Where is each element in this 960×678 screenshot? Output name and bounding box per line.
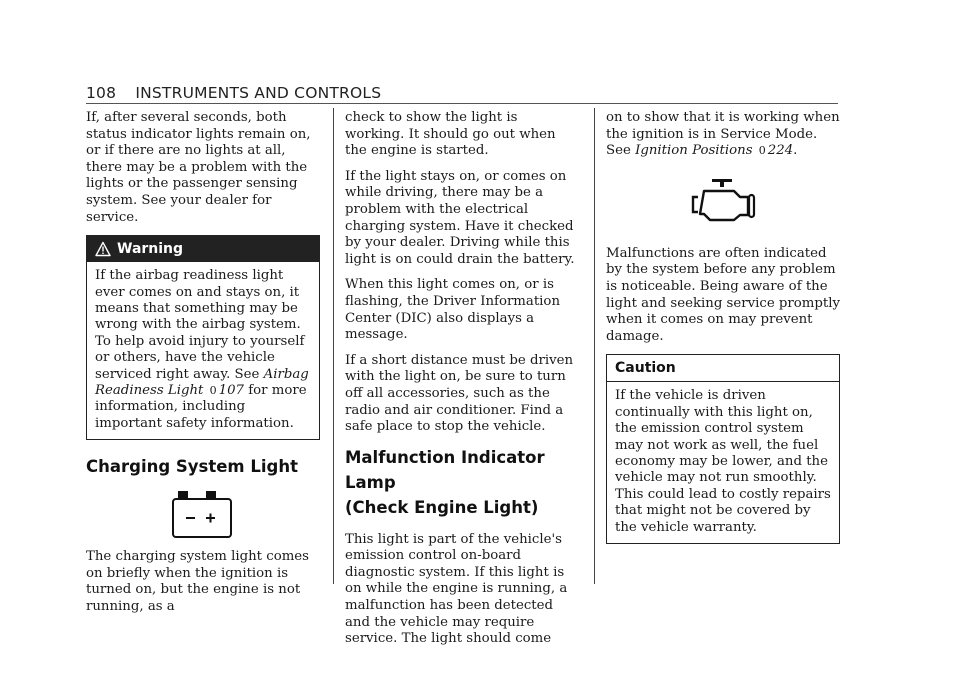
column-divider-1 <box>333 108 334 584</box>
col2-paragraph-5: This light is part of the vehicle's emission control on-board diagnostic system. If this light is on while the engine is running, a malfunction has been detected and the vehicle may require service. The light should come <box>345 531 568 647</box>
page-header <box>86 84 381 102</box>
warning-body-start: If the airbag readiness light ever comes on and stays on, it means that something may be wrong with the airbag system. To help avoid injury to yourself or others, have the vehicle serviced right away. See <box>95 268 305 382</box>
section-title-header: INSTRUMENTS AND CONTROLS <box>135 84 382 102</box>
xref-arrow: 0 <box>209 384 217 397</box>
column-3 <box>606 110 840 558</box>
charging-paragraph: The charging system light comes on briefly when the ignition is turned on, but the engine is not running, as a <box>86 549 310 614</box>
intro-paragraph: If, after several seconds, both status indicator lights remain on, or if there are no lights at all, there may be a problem with the lights or the passenger sensing system. See your dealer for service. <box>86 110 311 225</box>
col3-paragraph-1 <box>606 110 840 160</box>
mil-title <box>345 445 579 520</box>
warning-body-end: for more information, including important safety information. <box>95 383 307 431</box>
caution-box <box>606 354 840 544</box>
warning-box <box>86 235 320 440</box>
xref-page[interactable]: 224 <box>767 143 794 159</box>
column-divider-2 <box>594 108 595 584</box>
battery-icon <box>172 491 234 539</box>
caution-header <box>607 355 839 382</box>
mil-title-line1: Malfunction Indicator Lamp <box>345 447 545 492</box>
xref-ignition-positions[interactable]: Ignition Positions <box>635 143 753 159</box>
engine-icon-wrap <box>606 178 840 224</box>
battery-icon-wrap <box>86 491 320 539</box>
caution-body: If the vehicle is driven continually with this light on, the emission control system may not work as well, the fuel economy may be lower, and the vehicle may not run smoothly. This could lead to costly repairs that might not be covered by the vehicle warranty. <box>615 388 831 535</box>
warning-title: Warning <box>117 241 184 258</box>
column-1 <box>86 110 320 625</box>
col3-p1-end: . <box>793 143 798 159</box>
page-number: 108 <box>86 84 117 102</box>
col2-paragraph-4: If a short distance must be driven with the light on, be sure to turn off all accessories, such as the radio and air conditioner. Find a safe place to stop the vehicle. <box>345 352 574 435</box>
col2-paragraph-3: When this light comes on, or is flashing, the Driver Information Center (DIC) also displays a message. <box>345 277 561 343</box>
xref-arrow: 0 <box>758 144 766 158</box>
col3-p1-start: on to show that it is working when the ignition is in Service Mode. See <box>606 110 840 159</box>
col2-paragraph-1: check to show the light is working. It should go out when the engine is started. <box>345 110 556 159</box>
col2-paragraph-2: If the light stays on, or comes on while driving, there may be a problem with the electrical charging system. Have it checked by your dealer. Driving while this light is on could drain the battery. <box>345 168 575 267</box>
warning-body <box>87 262 319 439</box>
charging-system-title: Charging System Light <box>86 457 298 477</box>
xref-page[interactable]: 107 <box>218 383 245 398</box>
mil-title-line2: (Check Engine Light) <box>345 497 539 517</box>
warning-icon <box>95 241 111 257</box>
engine-icon <box>690 178 756 224</box>
caution-title: Caution <box>615 360 676 377</box>
column-2 <box>345 110 579 657</box>
xref-airbag-readiness-light[interactable]: Airbag Readiness Light <box>95 366 309 398</box>
header-rule <box>86 103 838 104</box>
warning-header <box>87 236 319 262</box>
col3-paragraph-2: Malfunctions are often indicated by the system before any problem is noticeable. Being aware of the light and seeking service promptly when it comes on may prevent damage. <box>606 245 841 344</box>
